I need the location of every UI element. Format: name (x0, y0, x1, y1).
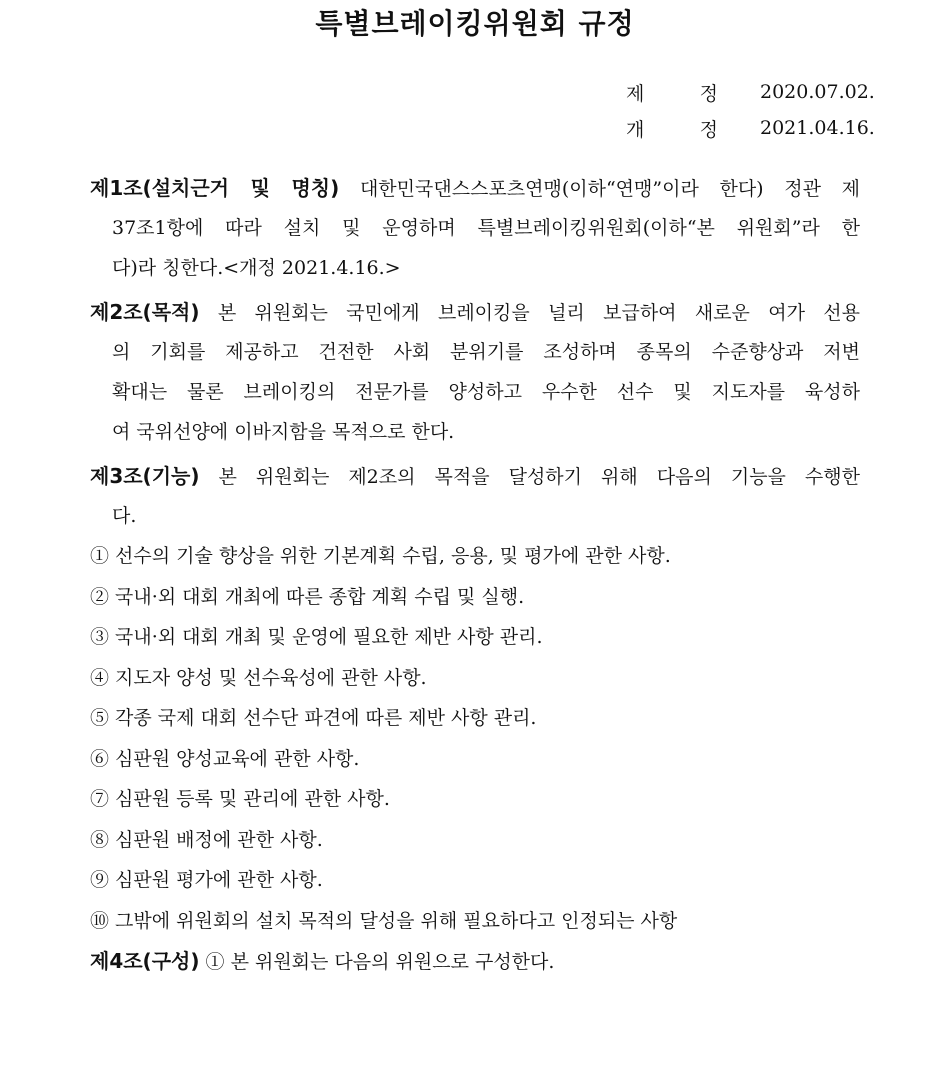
article-4-title: 제4조(구성) (90, 949, 200, 973)
list-item: ⑨ 심판원 평가에 관한 사항. (90, 869, 323, 891)
article-text: 대한민국댄스스포츠연맹(이하“연맹”이라 한다) 정관 제 (359, 178, 860, 200)
article-3-line (90, 456, 860, 496)
article-1-line: 37조1항에 따라 설치 및 운영하며 특별브레이킹위원회(이하“본 위원회”라 한 (112, 217, 860, 239)
list-item: ⑧ 심판원 배정에 관한 사항. (90, 828, 323, 851)
article-2-title: 제2조(목적) (90, 300, 200, 324)
article-3-line: 다. (112, 505, 137, 527)
article-1-title: 제1조(설치근거 및 명칭) (90, 176, 340, 200)
date-row-enacted (626, 74, 875, 110)
article-2-line: 의 기회를 제공하고 건전한 사회 분위기를 조성하며 종목의 수준향상과 저변 (112, 341, 860, 363)
article-2-line: 여 국위선양에 이바지함을 목적으로 한다. (112, 421, 455, 443)
article-3-title: 제3조(기능) (90, 464, 200, 488)
date-row-amended (626, 110, 875, 146)
document-title: 특별브레이킹위원회 규정 (315, 7, 635, 40)
list-item: ② 국내·외 대회 개최에 따른 종합 계획 수립 및 실행. (90, 585, 525, 608)
list-item: ④ 지도자 양성 및 선수육성에 관한 사항. (90, 666, 427, 689)
article-text: 본 위원회는 제2조의 목적을 달성하기 위해 다음의 기능을 수행한 (218, 466, 860, 488)
list-item: ⑦ 심판원 등록 및 관리에 관한 사항. (90, 788, 390, 810)
date-label (626, 79, 718, 106)
article-2-line: 확대는 물론 브레이킹의 전문가를 양성하고 우수한 선수 및 지도자를 육성하 (112, 381, 860, 403)
article-1-line (90, 168, 860, 208)
article-text: ① 본 위원회는 다음의 위원으로 구성한다. (205, 951, 555, 973)
date-label-char: 정 (699, 82, 718, 105)
list-item: ⑥ 심판원 양성교육에 관한 사항. (90, 747, 360, 770)
date-label-char: 개 (626, 118, 645, 141)
list-item: ③ 국내·외 대회 개최 및 운영에 필요한 제반 사항 관리. (90, 626, 543, 648)
date-value: 2021.04.16. (760, 117, 875, 139)
document-body (90, 168, 860, 981)
date-label (626, 115, 718, 142)
list-item: ① 선수의 기술 향상을 위한 기본계획 수립, 응용, 및 평가에 관한 사항. (90, 545, 671, 567)
article-2-line (90, 292, 860, 332)
date-value: 2020.07.02. (760, 81, 875, 103)
date-label-char: 정 (699, 118, 718, 141)
article-4-line (90, 941, 860, 981)
article-text: 본 위원회는 국민에게 브레이킹을 널리 보급하여 새로운 여가 선용 (217, 302, 860, 324)
date-label-char: 제 (626, 82, 645, 105)
revision-dates (626, 74, 875, 146)
list-item: ⑩ 그밖에 위원회의 설치 목적의 달성을 위해 필요하다고 인정되는 사항 (90, 909, 678, 932)
list-item: ⑤ 각종 국제 대회 선수단 파견에 따른 제반 사항 관리. (90, 707, 537, 729)
article-1-line: 다)라 칭한다.<개정 2021.4.16.> (112, 257, 401, 279)
